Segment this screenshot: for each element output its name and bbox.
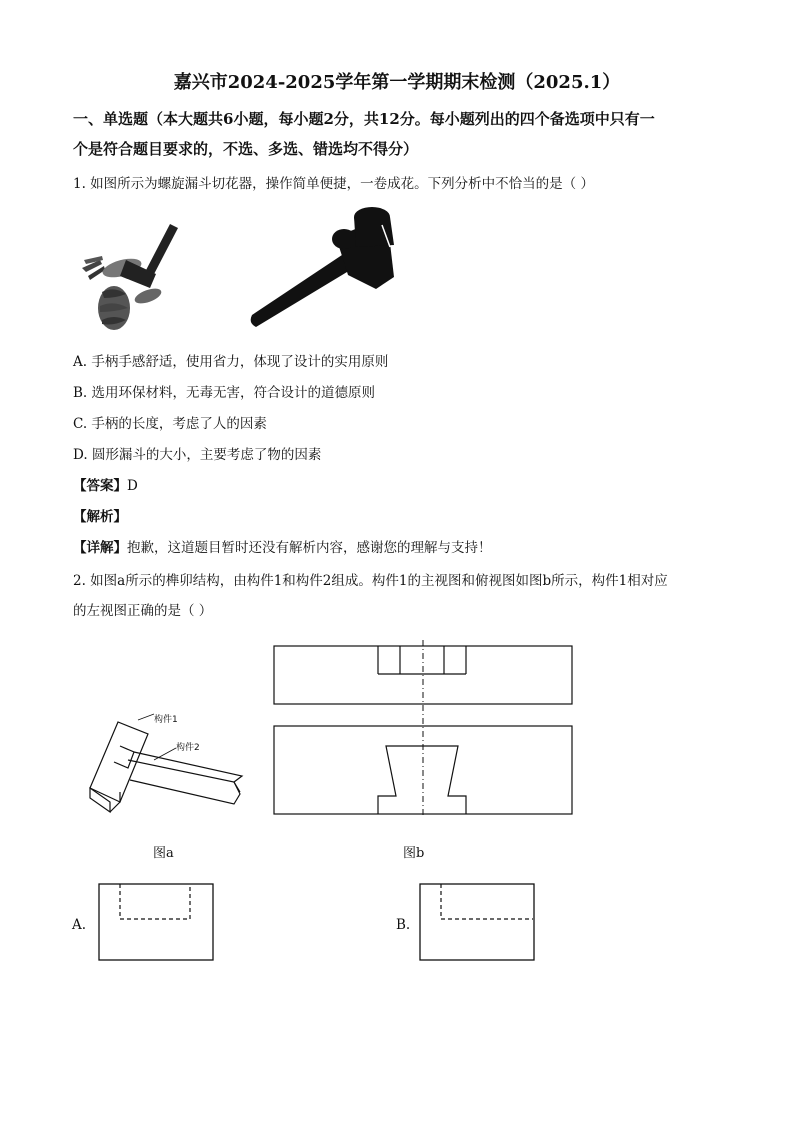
q1-option-c: C. 手柄的长度，考虑了人的因素 (73, 416, 267, 432)
figure-a-caption: 图a (153, 846, 174, 861)
q2-stem-line2: 的左视图正确的是（ ） (73, 603, 213, 619)
analysis-label: 【解析】 (73, 509, 127, 525)
q2-option-b-label: B. (396, 917, 411, 933)
section-heading-line1: 一、单选题（本大题共6小题，每小题2分，共12分。每小题列出的四个备选项中只有一 (73, 110, 655, 128)
answer-label: 【答案】 (73, 478, 127, 494)
q2-option-a-label: A. (72, 917, 87, 933)
q2-option-a-view (98, 883, 216, 963)
q1-analysis (73, 505, 127, 525)
answer-value: D (127, 478, 138, 494)
q1-option-a: A. 手柄手感舒适，使用省力，体现了设计的实用原则 (73, 354, 389, 370)
figure-b-diagram (270, 640, 576, 820)
q1-option-d: D. 圆形漏斗的大小，主要考虑了物的因素 (73, 447, 322, 463)
cutter-photo-small (78, 220, 188, 335)
section-heading-line2: 个是符合题目要求的，不选、多选、错选均不得分） (73, 140, 419, 158)
q1-stem: 1. 如图所示为螺旋漏斗切花器，操作简单便捷，一卷成花。下列分析中不恰当的是（ ） (73, 176, 594, 192)
q2-stem-line1: 2. 如图a所示的榫卯结构，由构件1和构件2组成。构件1的主视图和俯视图如图b所示，构件1相对应 (73, 573, 668, 589)
figure-b-caption: 图b (403, 846, 425, 861)
page-title: 嘉兴市2024-2025学年第一学期期末检测（2025.1） (173, 72, 621, 93)
q2-option-b-view (419, 883, 537, 963)
part1-label: 构件1 (154, 715, 178, 725)
detail-text: 抱歉，这道题目暂时还没有解析内容，感谢您的理解与支持！ (127, 540, 492, 556)
q1-answer (73, 474, 138, 494)
q1-option-b: B. 选用环保材料，无毒无害，符合设计的道德原则 (73, 385, 376, 401)
q1-detail (73, 536, 492, 556)
detail-label: 【详解】 (73, 540, 127, 556)
part2-label: 构件2 (176, 743, 200, 753)
figure-a-diagram (84, 712, 244, 812)
cutter-photo-large (244, 203, 400, 333)
